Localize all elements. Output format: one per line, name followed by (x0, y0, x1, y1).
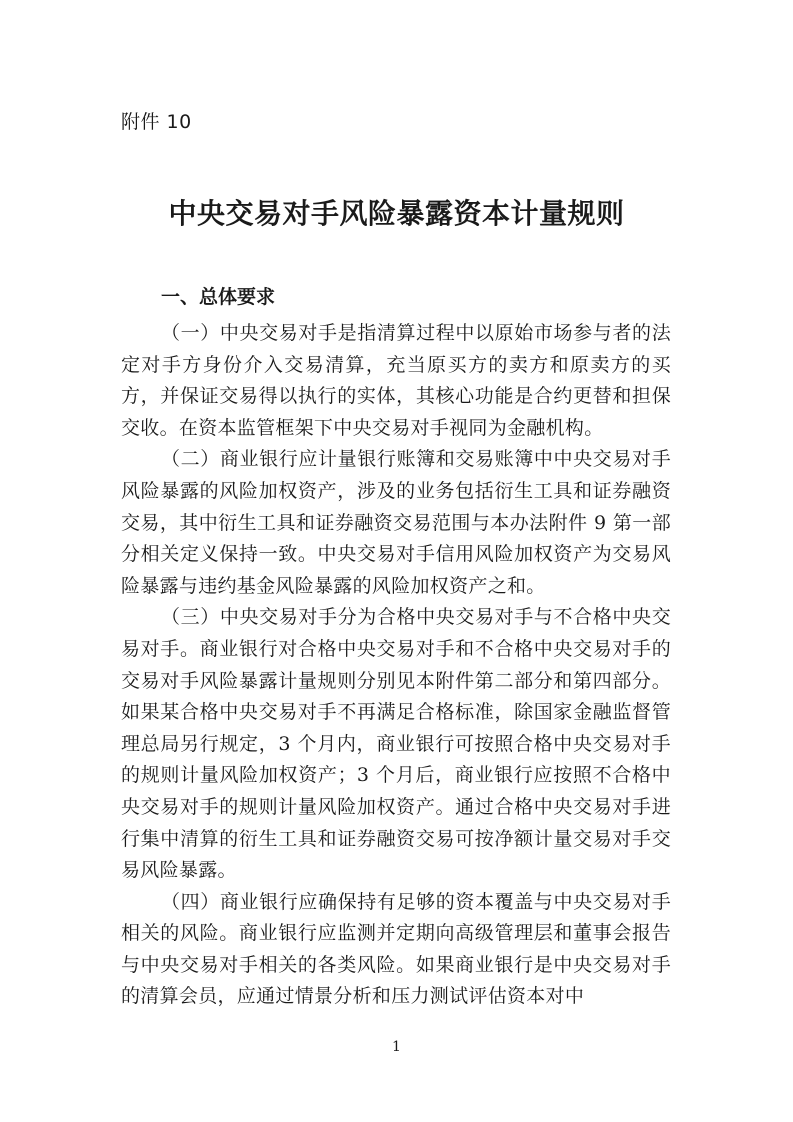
paragraph-3: （三）中央交易对手分为合格中央交易对手与不合格中央交易对手。商业银行对合格中央交易对手和不合格中央交易对手的交易对手风险暴露计量规则分别见本附件第二部分和第四部分。如果某合格中央交易对手不再满足合格标准，除国家金融监督管理总局另行规定，3 个月内，商业银行可按照合格中央交易对手的规则计量风险加权资产；3 个月后，商业银行应按照不合格中央交易对手的规则计量风险加权资产。通过合格中央交易对手进行集中清算的衍生工具和证券融资交易可按净额计量交易对手交易风险暴露。 (121, 606, 671, 882)
page-number: 1 (392, 1039, 401, 1055)
attachment-label: 附件 10 (121, 111, 192, 133)
document-body (121, 318, 671, 1013)
paragraph-4: （四）商业银行应确保持有足够的资本覆盖与中央交易对手相关的风险。商业银行应监测并定期向高级管理层和董事会报告与中央交易对手相关的各类风险。如果商业银行是中央交易对手的清算会员，应通过情景分析和压力测试评估资本对中 (121, 890, 671, 1008)
section-heading: 一、总体要求 (161, 286, 276, 308)
paragraph-1: （一）中央交易对手是指清算过程中以原始市场参与者的法定对手方身份介入交易清算，充当原买方的卖方和原卖方的买方，并保证交易得以执行的实体，其核心功能是合约更替和担保交收。在资本监管框架下中央交易对手视同为金融机构。 (121, 322, 671, 439)
paragraph-2: （二）商业银行应计量银行账簿和交易账簿中中央交易对手风险暴露的风险加权资产，涉及的业务包括衍生工具和证券融资交易，其中衍生工具和证券融资交易范围与本办法附件 9 第一部分相关定义保持一致。中央交易对手信用风险加权资产为交易风险暴露与违约基金风险暴露的风险加权资产之和。 (121, 448, 671, 597)
document-title: 中央交易对手风险暴露资本计量规则 (168, 197, 625, 230)
